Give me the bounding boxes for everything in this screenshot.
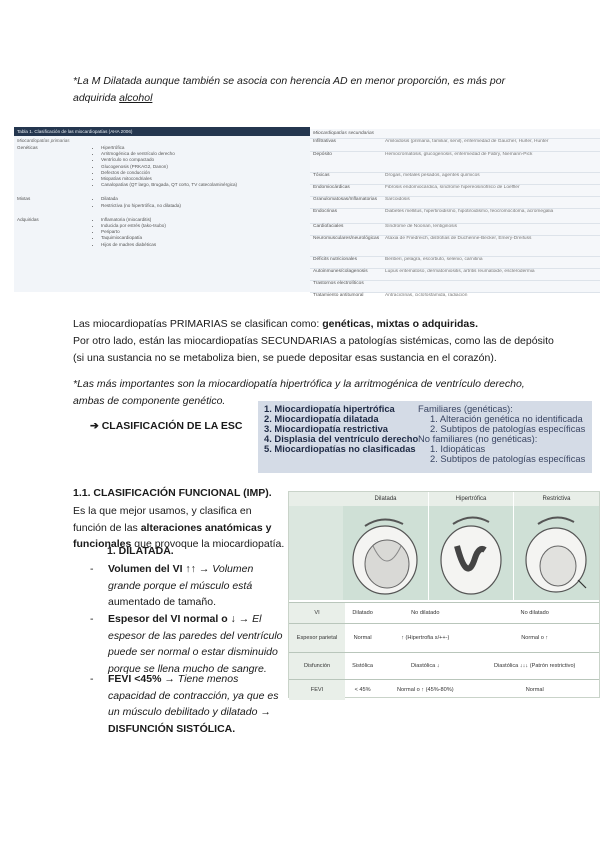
table-row bbox=[310, 256, 600, 268]
table1-group-geneticas bbox=[14, 145, 310, 188]
table-cell: Tratamiento antitumoral bbox=[313, 293, 364, 298]
bullet-italic: El espesor de las paredes del ventrículo puede ser normal o estar disminuido porque se llena mucho de sangre. bbox=[108, 613, 283, 675]
figure-blank bbox=[289, 506, 343, 600]
intro-text: que provoque la miocardiopatía. bbox=[131, 538, 285, 550]
esc-origin: 1. Idiopáticas bbox=[430, 443, 486, 454]
table-cell: Beriberi, pelagra, escorbuto, selenio, carnitina bbox=[385, 257, 483, 262]
table-cell: Normal o ↑ bbox=[470, 624, 599, 653]
table1-group-mixtas bbox=[14, 196, 310, 208]
table-cell: Depósito bbox=[313, 152, 332, 157]
figure-col-header: Dilatada bbox=[343, 492, 428, 506]
table-cell: Síndrome de Noonan, lentiginosis bbox=[385, 224, 457, 229]
table1-group-name: Adquiridas bbox=[17, 216, 39, 222]
table-cell: ↑ (Hipertrofia s/++-) bbox=[380, 624, 470, 653]
table-row bbox=[289, 603, 599, 624]
table-cell: Neuromusculares/neurológicas bbox=[313, 236, 380, 241]
table-cell: Ataxia de Friedreich, distrofias de Duchenne-Becker, Emery-Dreifuss bbox=[385, 236, 532, 241]
table-cell: Cardiofaciales bbox=[313, 224, 344, 229]
table-cell: Espesor parietal bbox=[289, 624, 345, 653]
bullet-bold: Volumen del VI ↑↑ → bbox=[108, 563, 213, 575]
list-item: • Restrictiva (no hipertrófica, no dilatada) bbox=[101, 203, 181, 209]
bullet-dash: - bbox=[90, 673, 94, 685]
table-cell: Sistólica bbox=[345, 653, 380, 680]
table-cell: Trastornos electrolíticos bbox=[313, 281, 364, 286]
esc-type: 4. Displasia del ventrículo derecho bbox=[264, 433, 419, 444]
esc-origin: 1. Alteración genética no identificada bbox=[430, 413, 583, 424]
figure-col-header: Restrictiva bbox=[514, 492, 599, 506]
bullet-dash: - bbox=[90, 613, 94, 625]
esc-origin: No familiares (no genéticas): bbox=[418, 433, 538, 444]
table-row bbox=[310, 138, 600, 151]
list-item: • Miopatías mitocondriales bbox=[101, 176, 237, 182]
table-cell: FEVI bbox=[289, 680, 345, 701]
table-cell: Dilatado bbox=[345, 603, 380, 624]
bullet-bold: Espesor del VI normal o ↓ → bbox=[108, 613, 253, 625]
list-item: • Inducida por estrés (tako-tsubo) bbox=[101, 223, 166, 229]
esc-type: 3. Miocardiopatía restrictiva bbox=[264, 423, 389, 434]
table1-group-name: Mixtas bbox=[17, 196, 31, 202]
list-item: • Dilatada bbox=[101, 196, 181, 202]
esc-origin: Familiares (genéticas): bbox=[418, 403, 513, 414]
esc-type: 2. Miocardiopatía dilatada bbox=[264, 413, 379, 424]
table-cell: Diastólica ↓↓↓ (Patrón restrictivo) bbox=[470, 653, 599, 680]
table-cell: Normal bbox=[345, 624, 380, 653]
table1-group-adquiridas bbox=[14, 217, 310, 248]
table-row bbox=[310, 268, 600, 280]
table-secondary-cardiomyopathies bbox=[310, 129, 600, 298]
note-line-1: *La M Dilatada aunque también se asocia con herencia AD en menor proporción, es más por bbox=[73, 75, 506, 87]
bullet-italic: Volumen grande porque el músculo está bbox=[108, 563, 254, 592]
bullet-espesor bbox=[90, 611, 285, 677]
note-underlined: alcohol bbox=[119, 92, 153, 104]
intro-text: función de las bbox=[73, 521, 141, 534]
list-item: • Defectos de conducción bbox=[101, 170, 237, 176]
esc-heading: ➔ CLASIFICACIÓN DE LA ESC bbox=[90, 420, 243, 432]
table-row bbox=[310, 235, 600, 256]
table-row bbox=[289, 624, 599, 653]
table-cell: Fibrosis endomiocárdica, síndrome hipereosinofílico de Loeffler bbox=[385, 185, 520, 190]
table1-group-name: Genéticas bbox=[17, 145, 38, 150]
intro-bold: funcionales bbox=[73, 538, 132, 550]
para-line: (si una sustancia no se metaboliza bien, se puede depositar esas sustancia en el corazón). bbox=[73, 352, 497, 364]
list-item: • Glucogenosis (PRKAG2, Danon) bbox=[101, 164, 237, 170]
restrictive-heart-illustration bbox=[514, 506, 599, 600]
list-item: • Taquimiocardiopatía bbox=[101, 235, 166, 241]
bullet-volumen bbox=[90, 561, 285, 611]
table-cell: Granulomatosas/Inflamatorias bbox=[313, 197, 377, 202]
table-cell: Diabetes mellitus, hipertiroidismo, hipotiroidismo, feocromocitoma, acromegalia bbox=[385, 209, 554, 214]
esc-origin: 2. Subtipos de patologías específicas bbox=[430, 453, 586, 464]
intro-bold: alteraciones anatómicas y bbox=[140, 521, 272, 534]
esc-origin: 2. Subtipos de patologías específicas bbox=[430, 423, 586, 434]
table-row bbox=[310, 184, 600, 196]
note-dilatada-alcohol bbox=[73, 73, 543, 107]
cardiomyopathy-comparison-figure bbox=[288, 491, 600, 698]
bullet-bold-end: DISFUNCIÓN SISTÓLICA. bbox=[108, 722, 236, 735]
table-cell: No dilatado bbox=[380, 603, 470, 624]
list-item: • Ventrículo no compactado bbox=[101, 157, 237, 163]
table-cell: Autoinmunes/colagenosis bbox=[313, 269, 368, 274]
table-cell: Endocrinas bbox=[313, 209, 337, 214]
table1-header: Tabla 1. Clasificación de las miocardiopatías (AHA 2006) bbox=[14, 127, 310, 136]
para-text: Las miocardiopatías PRIMARIAS se clasifican como: bbox=[73, 318, 323, 330]
table-cell: Sarcoidosis bbox=[385, 197, 410, 202]
hypertrophic-heart-illustration bbox=[429, 506, 513, 600]
esc-types-column bbox=[264, 404, 418, 454]
table-cell: Disfunción bbox=[289, 653, 345, 680]
section-intro bbox=[73, 503, 285, 553]
list-item: • Hipertrófica bbox=[101, 145, 237, 151]
table-cell: Tóxicas bbox=[313, 173, 330, 178]
bullet-fevi bbox=[90, 671, 285, 737]
table1-subtitle: Miocardiopatías primarias bbox=[17, 138, 70, 143]
table-cell: Lupus eritematoso, dermatomiositis, artritis reumatoide, esclerodermia bbox=[385, 269, 535, 274]
list-item: • Canalopatías (QT largo, Brugada, QT corto, TV catecolaminérgica) bbox=[101, 182, 237, 188]
figure-col-header: Hipertrófica bbox=[429, 492, 513, 506]
table-cell: Déficits nutricionales bbox=[313, 257, 357, 262]
table-primary-cardiomyopathies bbox=[14, 127, 310, 292]
table-cell: Drogas, metales pesados, agentes químicos bbox=[385, 173, 480, 178]
table-cell: Normal bbox=[470, 680, 599, 701]
para-bold: genéticas, mixtas o adquiridas. bbox=[322, 318, 478, 330]
table-row bbox=[310, 208, 600, 223]
table-row bbox=[310, 151, 600, 172]
table-cell: Infiltrativas bbox=[313, 139, 336, 144]
section-title: 1.1. CLASIFICACIÓN FUNCIONAL (IMP). bbox=[73, 487, 272, 499]
list-item: • Hijos de madres diabéticas bbox=[101, 242, 166, 248]
table-cell: Diastólica ↓ bbox=[380, 653, 470, 680]
note2-line: ambas de componente genético. bbox=[73, 395, 226, 407]
table-row bbox=[310, 196, 600, 208]
table-row bbox=[310, 292, 600, 304]
esc-type: 5. Miocardiopatías no clasificadas bbox=[264, 443, 416, 454]
note2-line: *Las más importantes son la miocardiopatía hipertrófica y la arritmogénica de ventrículo derecho, bbox=[73, 378, 525, 390]
note-line-2: adquirida bbox=[73, 92, 120, 104]
table-cell: Hemocromatosis, glucogenosis, enfermedad de Fabry, Niemann-Pick bbox=[385, 152, 533, 157]
list-item: • Periparto bbox=[101, 229, 166, 235]
table-cell: Antraciclinas, ciclofosfamida, radiación bbox=[385, 293, 468, 298]
table-row bbox=[289, 680, 599, 701]
table-row bbox=[310, 172, 600, 184]
table2-caption: Miocardiopatías secundarias bbox=[313, 131, 375, 136]
bullet-rest: aumentado de tamaño. bbox=[108, 596, 216, 608]
bullet-italic: Tiene menos capacidad de contracción, ya que es un músculo debilitado y dilatado → bbox=[108, 673, 279, 718]
bullet-dash: - bbox=[90, 563, 94, 575]
list-item: • Inflamatoria (miocarditis) bbox=[101, 217, 166, 223]
table-cell: No dilatado bbox=[470, 603, 599, 624]
dilatada-heading: 1. DILATADA. bbox=[107, 545, 174, 557]
table-cell: Endomiocárdicas bbox=[313, 185, 350, 190]
figure-table bbox=[289, 602, 599, 700]
para-line: Por otro lado, están las miocardiopatías SECUNDARIAS a patologías sistémicas, como las de depósito bbox=[73, 335, 554, 347]
dilated-heart-illustration bbox=[343, 506, 428, 600]
table-row bbox=[310, 280, 600, 292]
bullet-bold: FEVI <45% → bbox=[108, 673, 178, 685]
table-row bbox=[310, 223, 600, 235]
esc-classification-box bbox=[258, 401, 592, 473]
table-cell: Normal o ↑ (45%-80%) bbox=[380, 680, 470, 701]
primary-secondary-paragraph bbox=[73, 316, 593, 367]
table-cell: Amiloidosis (primaria, familiar, senil), enfermedad de Gaucher, Hurler, Hunter bbox=[385, 139, 549, 144]
table-row bbox=[289, 653, 599, 680]
table-cell: VI bbox=[289, 603, 345, 624]
esc-type: 1. Miocardiopatía hipertrófica bbox=[264, 403, 395, 414]
figure-corner bbox=[289, 492, 343, 506]
esc-origin-column bbox=[418, 404, 585, 464]
table-cell bbox=[385, 281, 600, 292]
intro-line: Es la que mejor usamos, y clasifica en bbox=[73, 505, 252, 517]
table-cell: < 45% bbox=[345, 680, 380, 701]
list-item: • Arritmogénica de ventrículo derecho bbox=[101, 151, 237, 157]
